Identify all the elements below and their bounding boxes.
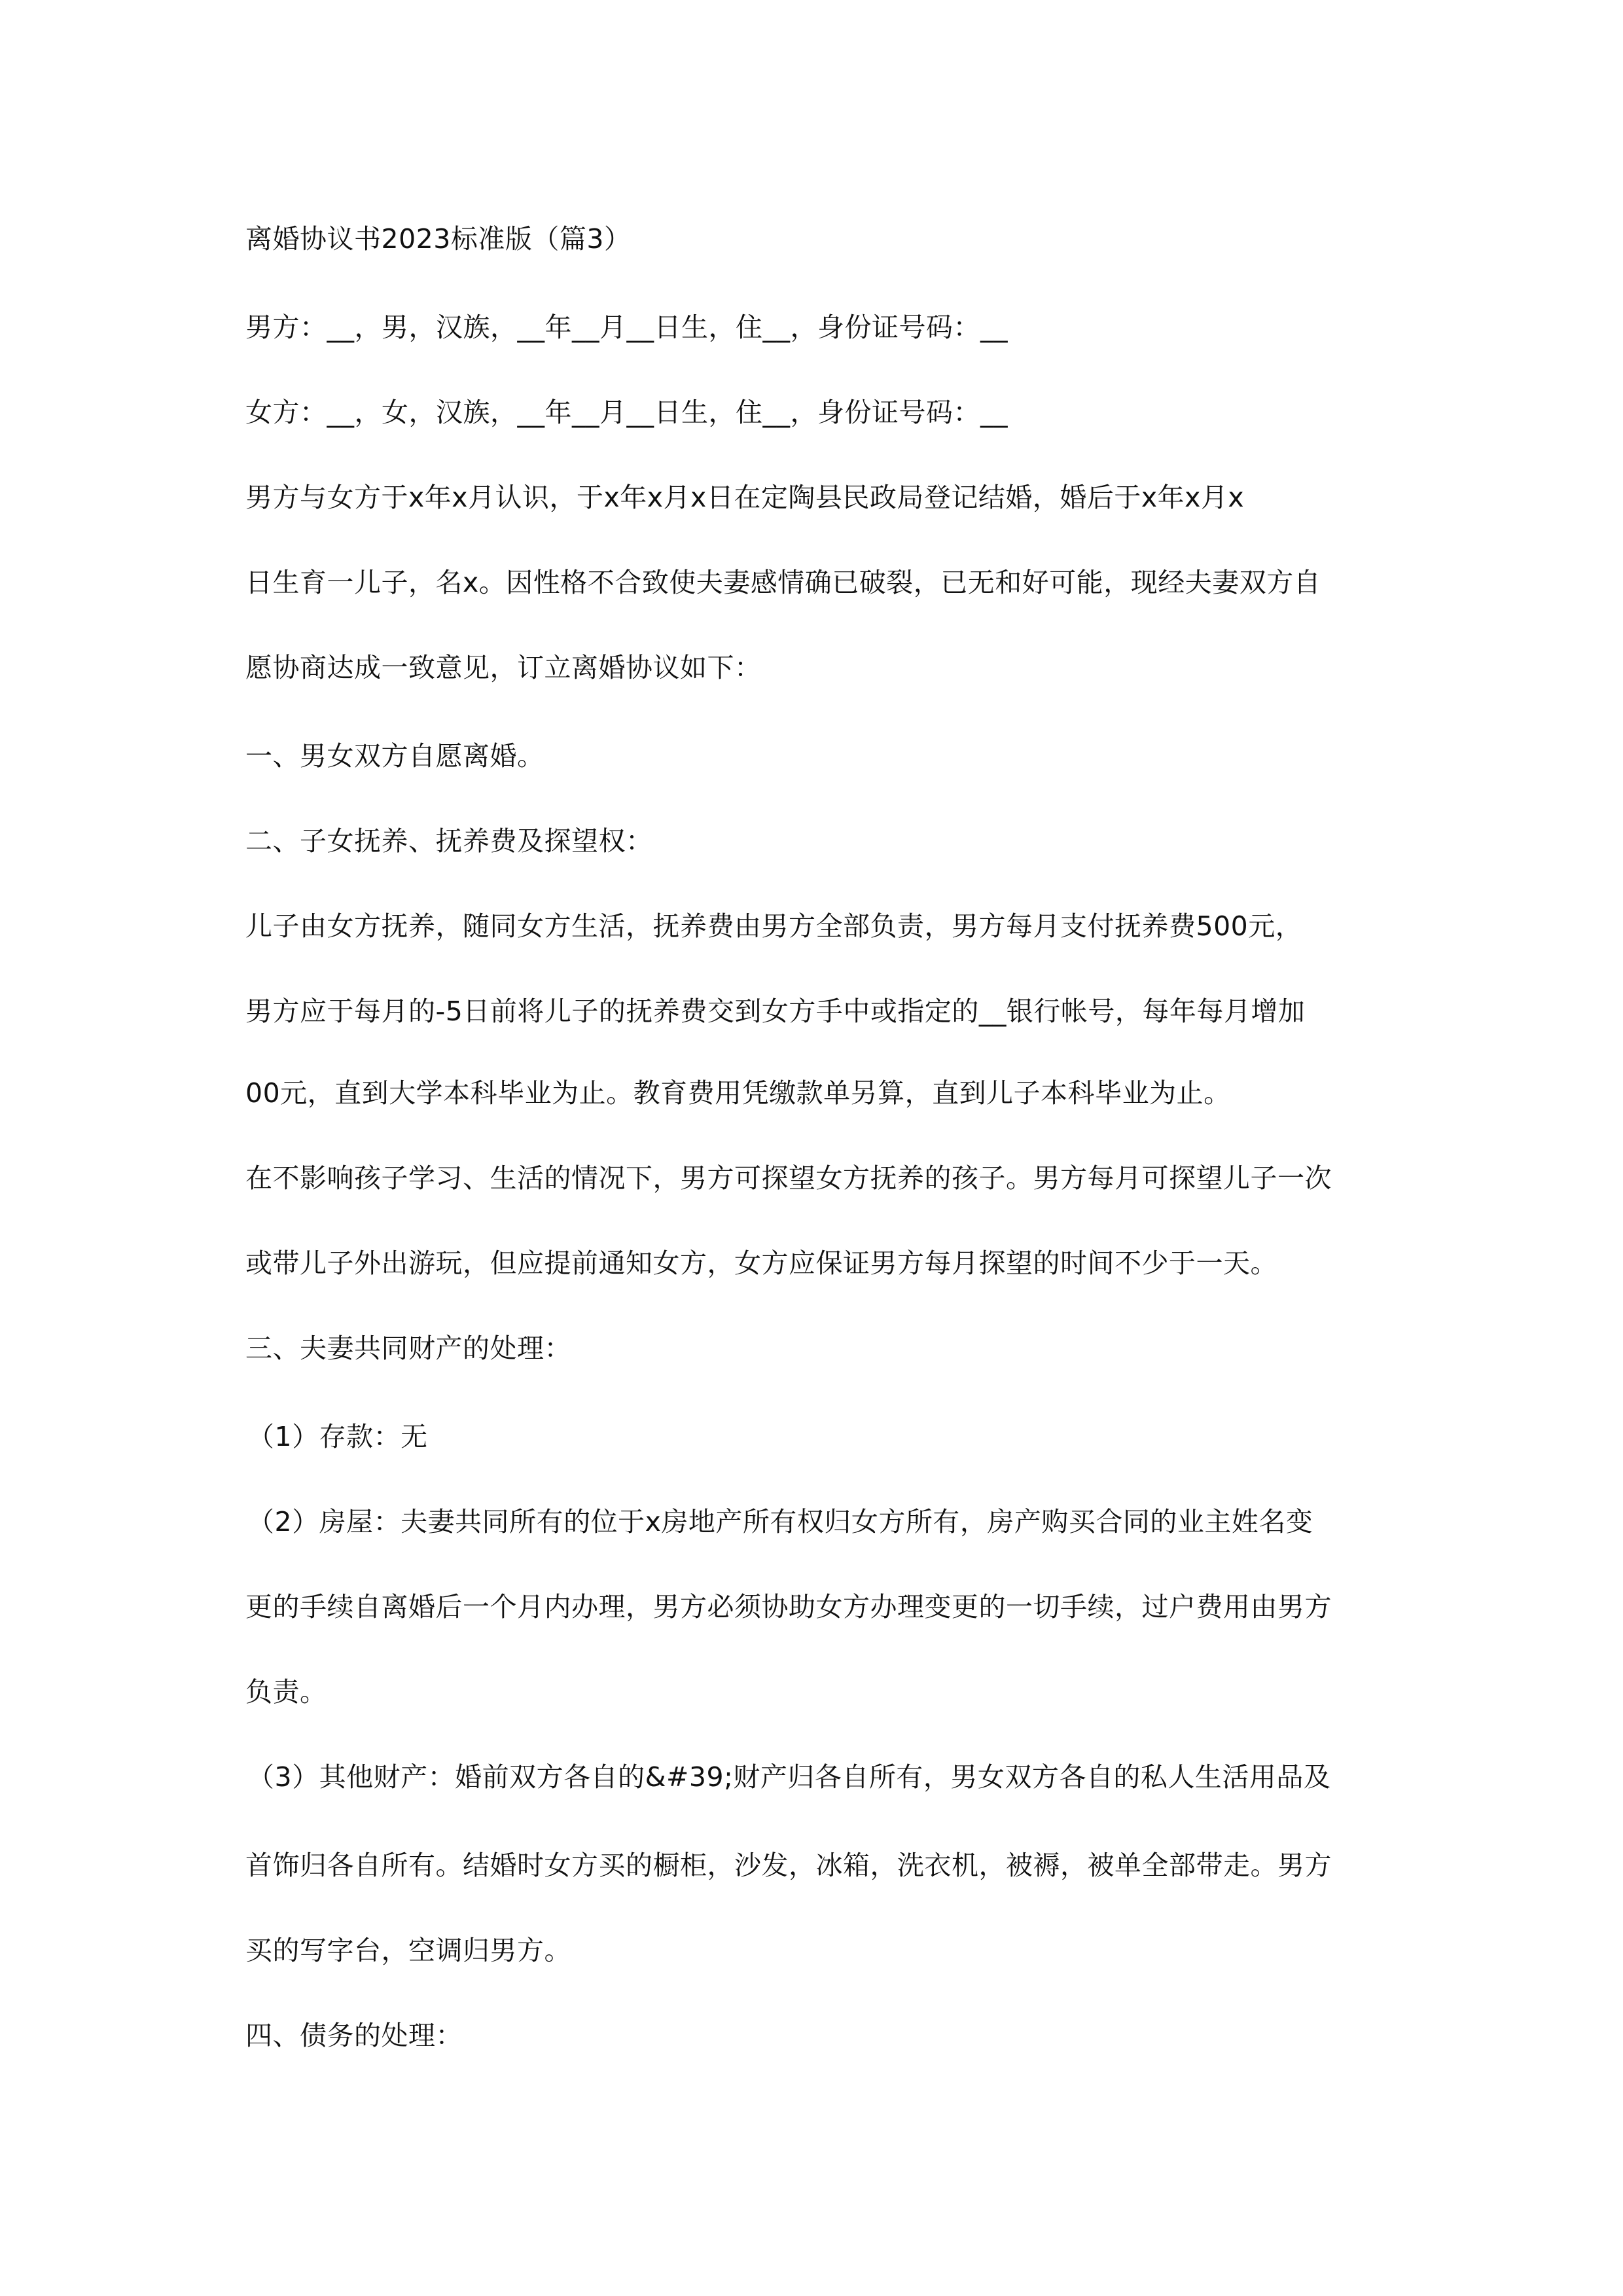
section-heading-3: 三、夫妻共同财产的处理： — [245, 1333, 571, 1364]
section-heading-1: 一、男女双方自愿离婚。 — [245, 740, 544, 772]
intro-paragraph-line: 日生育一儿子，名x。因性格不合致使夫妻感情确已破裂，已无和好可能，现经夫妻双方自 — [245, 567, 1321, 598]
house-paragraph-line: 更的手续自离婚后一个月内办理，男方必须协助女方办理变更的一切手续，过户费用由男方 — [245, 1591, 1332, 1623]
house-paragraph-line: 负责。 — [245, 1676, 327, 1708]
visitation-paragraph-line: 或带儿子外出游玩，但应提前通知女方，女方应保证男方每月探望的时间不少于一天。 — [245, 1247, 1277, 1279]
custody-paragraph-line: 儿子由女方抚养，随同女方生活，抚养费由男方全部负责，男方每月支付抚养费500元， — [245, 910, 1303, 942]
deposits-item: （1）存款：无 — [247, 1421, 428, 1452]
male-party-info: 男方：__，男，汉族，__年__月__日生，住__，身份证号码：__ — [245, 312, 1008, 343]
intro-paragraph-line: 愿协商达成一致意见，订立离婚协议如下： — [245, 652, 762, 683]
intro-paragraph-line: 男方与女方于x年x月认识，于x年x月x日在定陶县民政局登记结婚，婚后于x年x月x — [245, 482, 1245, 513]
other-property-paragraph-line: 首饰归各自所有。结婚时女方买的橱柜，沙发，冰箱，洗衣机，被褥，被单全部带走。男方 — [245, 1850, 1332, 1881]
section-heading-4: 四、债务的处理： — [245, 2020, 463, 2051]
other-property-paragraph-line: 买的写字台，空调归男方。 — [245, 1935, 571, 1966]
document-title: 离婚协议书2023标准版（篇3） — [245, 223, 632, 255]
custody-paragraph-line: 00元，直到大学本科毕业为止。教育费用凭缴款单另算，直到儿子本科毕业为止。 — [245, 1077, 1231, 1109]
house-paragraph-line: （2）房屋：夫妻共同所有的位于x房地产所有权归女方所有，房产购买合同的业主姓名变 — [247, 1506, 1313, 1537]
section-heading-2: 二、子女抚养、抚养费及探望权： — [245, 825, 653, 857]
visitation-paragraph-line: 在不影响孩子学习、生活的情况下，男方可探望女方抚养的孩子。男方每月可探望儿子一次 — [245, 1162, 1332, 1194]
custody-paragraph-line: 男方应于每月的-5日前将儿子的抚养费交到女方手中或指定的__银行帐号，每年每月增加 — [245, 996, 1306, 1027]
other-property-paragraph-line: （3）其他财产：婚前双方各自的&#39;财产归各自所有，男女双方各自的私人生活用品及 — [247, 1761, 1331, 1793]
female-party-info: 女方：__，女，汉族，__年__月__日生，住__，身份证号码：__ — [245, 397, 1008, 428]
